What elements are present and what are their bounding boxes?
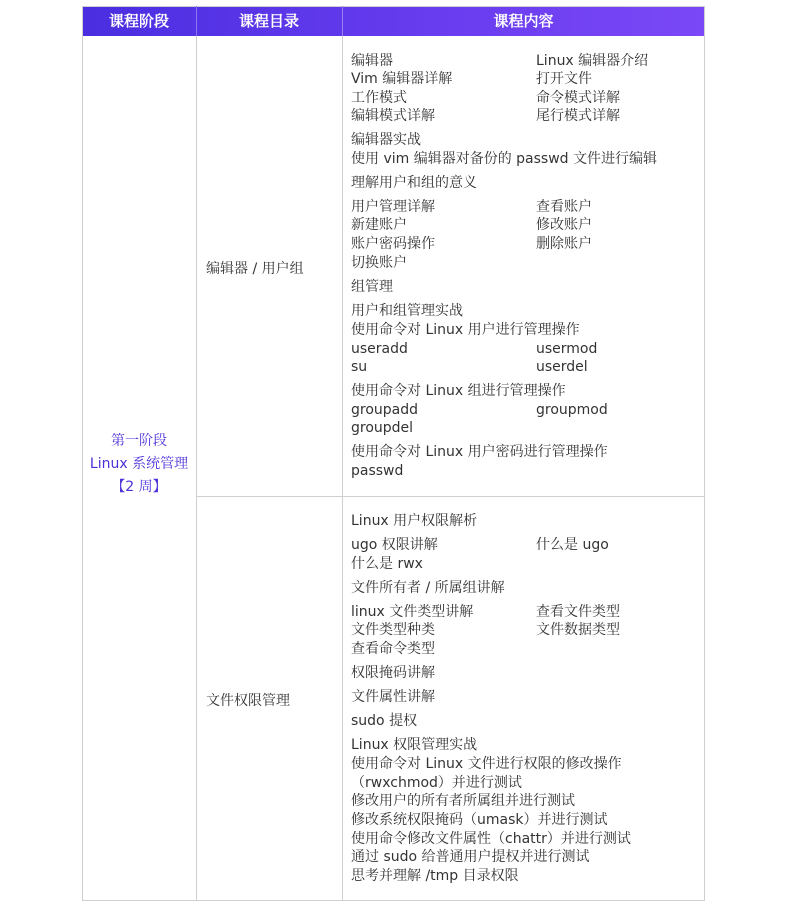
content-item: 查看账户 [536, 199, 592, 215]
content-item: sudo 提权 [351, 713, 418, 729]
content-item: 工作模式 [351, 90, 407, 106]
content-item: 理解用户和组的意义 [351, 175, 477, 191]
dir-file-permissions: 文件权限管理 [206, 693, 290, 709]
content-item: 使用 vim 编辑器对备份的 passwd 文件进行编辑 [351, 151, 658, 167]
content-item: 新建账户 [351, 217, 407, 233]
content-item: passwd [351, 463, 404, 479]
content-item: 切换账户 [351, 255, 407, 271]
content-item: groupmod [536, 402, 608, 418]
content-item: 打开文件 [536, 71, 592, 87]
content-item: 查看文件类型 [536, 604, 620, 620]
content-item: Linux 编辑器介绍 [536, 53, 649, 69]
content-item: 使用命令对 Linux 组进行管理操作 [351, 383, 566, 399]
content-item: 什么是 rwx [351, 556, 423, 572]
content-item: 命令模式详解 [536, 90, 620, 106]
content-item: 编辑器实战 [351, 132, 421, 148]
content-item: 文件所有者 / 所属组讲解 [351, 580, 505, 596]
content-item: 思考并理解 /tmp 目录权限 [351, 868, 519, 884]
content-item: 使用命令对 Linux 用户密码进行管理操作 [351, 444, 608, 460]
content-item: 使用命令对 Linux 文件进行权限的修改操作 [351, 756, 622, 772]
content-item: 权限掩码讲解 [351, 665, 435, 681]
content-item: 查看命令类型 [351, 641, 435, 657]
content-item: 通过 sudo 给普通用户提权并进行测试 [351, 849, 590, 865]
content-item: 编辑模式详解 [351, 108, 435, 124]
content-item: 用户和组管理实战 [351, 303, 463, 319]
content-item: usermod [536, 341, 598, 357]
content-item: 用户管理详解 [351, 199, 435, 215]
content-item: Vim 编辑器详解 [351, 71, 453, 87]
content-item: 使用命令对 Linux 用户进行管理操作 [351, 322, 580, 338]
col-divider-1 [196, 6, 197, 901]
stage-cell [82, 430, 196, 499]
content-item: linux 文件类型讲解 [351, 604, 474, 620]
header-stage: 课程阶段 [108, 12, 169, 30]
content-item: 删除账户 [536, 236, 592, 252]
content-item: userdel [536, 359, 588, 375]
stage-duration: 【2 周】 [111, 479, 167, 495]
col-divider-2 [342, 6, 343, 901]
dir-editor-users: 编辑器 / 用户组 [206, 261, 304, 277]
content-item: 修改系统权限掩码（umask）并进行测试 [351, 812, 608, 828]
row-divider [196, 496, 705, 497]
content-item: Linux 权限管理实战 [351, 737, 478, 753]
content-item: Linux 用户权限解析 [351, 513, 478, 529]
content-item: groupadd [351, 402, 419, 418]
stage-title: 第一阶段 [111, 433, 167, 449]
content-item: 修改账户 [536, 217, 592, 233]
header-content: 课程内容 [493, 12, 554, 30]
content-item: 什么是 ugo [536, 537, 609, 553]
content-item: groupdel [351, 420, 414, 436]
content-item: 尾行模式详解 [536, 108, 620, 124]
content-item: 文件属性讲解 [351, 689, 435, 705]
content-item: 账户密码操作 [351, 236, 435, 252]
content-item: （rwxchmod）并进行测试 [351, 775, 522, 791]
content-item: 文件类型种类 [351, 622, 435, 638]
header-divider-1 [196, 6, 197, 36]
header-directory: 课程目录 [238, 12, 299, 30]
content-item: su [351, 359, 368, 375]
content-item: 修改用户的所有者所属组并进行测试 [351, 793, 575, 809]
content-item: 编辑器 [351, 53, 393, 69]
content-item: ugo 权限讲解 [351, 537, 438, 553]
header-divider-2 [342, 6, 343, 36]
content-item: 组管理 [351, 279, 393, 295]
stage-subtitle: Linux 系统管理 [89, 456, 189, 472]
content-item: useradd [351, 341, 408, 357]
content-item: 使用命令修改文件属性（chattr）并进行测试 [351, 831, 631, 847]
content-item: 文件数据类型 [536, 622, 620, 638]
